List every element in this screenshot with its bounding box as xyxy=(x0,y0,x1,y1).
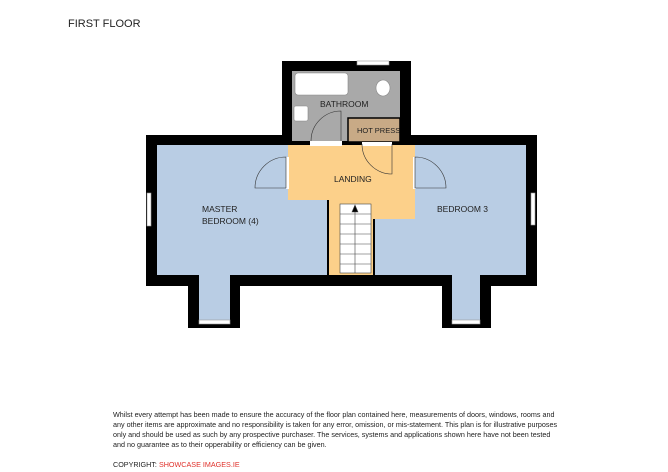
toilet-icon xyxy=(376,80,390,96)
label-bedroom-3: BEDROOM 3 xyxy=(437,204,489,214)
bathtub-icon xyxy=(295,73,348,95)
staircase xyxy=(340,204,371,273)
label-bathroom: BATHROOM xyxy=(320,99,369,109)
label-landing: LANDING xyxy=(334,174,372,184)
copyright xyxy=(113,460,240,469)
sink-icon xyxy=(294,106,308,121)
label-master-line2: BEDROOM (4) xyxy=(202,216,259,226)
copyright-label: COPYRIGHT: xyxy=(113,460,159,469)
label-master-line1: MASTER xyxy=(202,204,238,214)
label-hot-press: HOT PRESS xyxy=(357,126,401,135)
disclaimer-text: Whilst every attempt has been made to ensure the accuracy of the floor plan contained here, measurements of doors, windows, rooms and any other items are approximate and no responsibility is taken for any error, omission, or mis-statement. This plan is for illustrative purposes only and should be used as such by any prospective purchaser. The services, systems and applications shown here have not been tested and no guarantee as to their opperability or efficiency can be given. xyxy=(113,410,558,449)
floor-title: FIRST FLOOR xyxy=(68,18,141,30)
copyright-brand: SHOWCASE IMAGES.IE xyxy=(158,460,240,469)
